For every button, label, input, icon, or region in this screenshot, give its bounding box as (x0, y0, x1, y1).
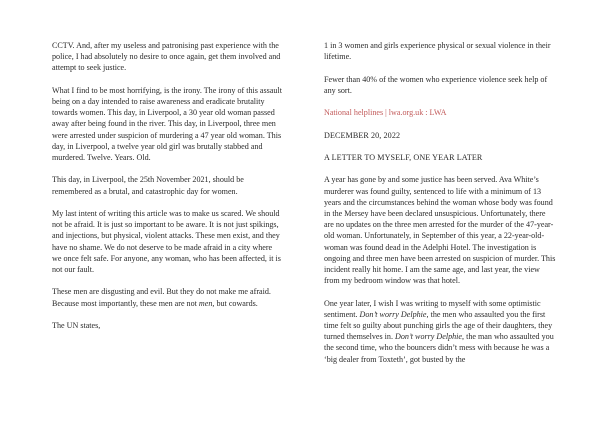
post-date: DECEMBER 20, 2022 (324, 130, 401, 140)
paragraph: My last intent of writing this article was to make us scared. We should not be afraid. It is just so important to be aware. It is not just spikings, and injections, but physical, violent attacks. These men exist, and they have no shame. We do not deserve to be made afraid in a city where we once felt safe. For anyone, any woman, who has been affected, it is not our fault. (52, 209, 281, 275)
helplines-link[interactable]: National helplines | lwa.org.uk : LWA (324, 108, 447, 118)
paragraph: This day, in Liverpool, the 25th November 2021, should be remembered as a brutal, and catastrophic day for women. (52, 175, 244, 196)
statistic: Fewer than 40% of the women who experience violence seek help of any sort. (324, 74, 548, 95)
paragraph (52, 286, 282, 308)
paragraph: The UN states, (52, 321, 101, 330)
left-page (52, 40, 282, 342)
text-run: , but cowards. (212, 298, 258, 308)
statistic: 1 in 3 women and girls experience physical or sexual violence in their lifetime. (324, 41, 551, 62)
paragraph: A year has gone by and some justice has been served. Ava White’s murderer was found guilty, sentenced to life with a minimum of 13 years and the circumstances behind the woman whose body was found in the Mersey have been declared unsuspicious. Unfortunately, there are no updates on the three men arrested for the murder of the 47-year-old woman. Unfortunately, in September of this year, a 22-year-old-woman was found dead in the Adelphi Hotel. The investigation is ongoing and three men have been arrested on suspicion of murder. This incident really hit home. I am the same age, and last year, the view from my bedroom window was that hotel. (324, 175, 556, 286)
paragraph (324, 298, 556, 365)
text-run: One year later, I wish I was writing to myself with some optimistic sentiment. (324, 298, 541, 319)
text-run: These men are disgusting and evil. But they do not make me afraid. Because most importantly, these men are not (52, 287, 271, 308)
paragraph: What I find to be most horrifying, is the irony. The irony of this assault being on a day intended to raise awareness and eradicate brutality towards women. This day, in Liverpool, a 30 year old woman passed away after being found in the river. This day, in Liverpool, three men were arrested under suspicion of murdering a 47 year old woman. This day, in Liverpool, a twelve year old girl was brutally stabbed and murdered. Twelve. Years. Old. (52, 85, 282, 163)
emphasis: Don’t worry Delphie (395, 332, 463, 342)
text-run: , the man who assaulted you the second time, who the bouncers didn’t mess with because he was a ‘big dealer from Toxteth’, got busted by the (324, 332, 554, 364)
right-page (324, 40, 556, 376)
paragraph: CCTV. And, after my useless and patronising past experience with the police, I had absolutely no desire to once again, get them involved and attempt to seek justice. (52, 41, 281, 73)
post-title: A LETTER TO MYSELF, ONE YEAR LATER (324, 152, 483, 162)
text-run: , the men who assaulted you the first time felt so guilty about punching girls the age of their daughters, they turned themselves in. (324, 309, 553, 342)
emphasis: Don’t worry Delphie (359, 309, 427, 319)
emphasis: men (198, 298, 213, 308)
